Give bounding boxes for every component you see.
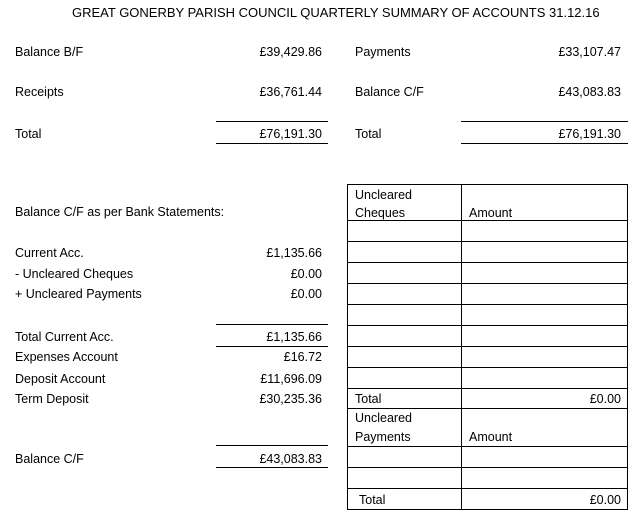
cheques-header-line2: Cheques [355,206,406,220]
total-value-left: £76,191.30 [259,127,322,141]
expenses-value: £16.72 [283,350,322,364]
total-value-right: £76,191.30 [558,127,621,141]
table-row-divider [348,346,627,347]
cheques-total-value: £0.00 [589,392,621,406]
balance-cf-value-bottom: £43,083.83 [259,452,322,466]
table-row-divider [348,220,627,221]
payments-label: Payments [355,45,411,59]
total-current-label: Total Current Acc. [15,330,114,344]
table-row-divider [348,467,627,468]
total-current-underline [216,346,328,347]
uncleared-cheques-value: £0.00 [290,267,322,281]
balance-cf-underline [216,467,328,468]
expenses-label: Expenses Account [15,350,118,364]
payments-header-line1: Uncleared [355,411,412,425]
deposit-value: £11,696.09 [260,372,322,386]
total-label-left: Total [15,127,42,141]
receipts-value: £36,761.44 [259,85,322,99]
uncleared-payments-value: £0.00 [290,287,322,301]
payments-total-label: Total [359,493,386,507]
balance-cf-label-bottom: Balance C/F [15,452,84,466]
table-row-divider [348,388,627,389]
balance-cf-label-top: Balance C/F [355,85,424,99]
cheques-header-line1: Uncleared [355,188,412,202]
total-rule-right [461,121,628,122]
term-label: Term Deposit [15,392,89,406]
balance-bf-value: £39,429.86 [259,45,322,59]
table-row-divider [348,367,627,368]
table-column-divider [461,185,462,509]
table-row-divider [348,304,627,305]
receipts-label: Receipts [15,85,64,99]
uncleared-cheques-label: - Uncleared Cheques [15,267,134,281]
term-value: £30,235.36 [259,392,322,406]
table-row-divider [348,325,627,326]
payments-amount-header: Amount [469,430,513,444]
payments-header-line2: Payments [355,430,411,444]
total-label-right: Total [355,127,382,141]
payments-value: £33,107.47 [558,45,621,59]
cheques-amount-header: Amount [469,206,513,220]
balance-cf-rule [216,445,328,446]
total-underline-right [461,143,628,144]
total-underline-left [216,143,328,144]
table-row-divider [348,241,627,242]
page-title: GREAT GONERBY PARISH COUNCIL QUARTERLY SUMMARY OF ACCOUNTS 31.12.16 [72,5,600,20]
cheques-total-label: Total [355,392,382,406]
current-acc-label: Current Acc. [15,246,84,260]
uncleared-payments-label: + Uncleared Payments [15,287,142,301]
payments-total-value: £0.00 [589,493,621,507]
bank-heading: Balance C/F as per Bank Statements: [15,205,225,219]
balance-bf-label: Balance B/F [15,45,84,59]
total-current-value: £1,135.66 [266,330,322,344]
table-row-divider [348,446,627,447]
current-acc-value: £1,135.66 [266,246,322,260]
deposit-label: Deposit Account [15,372,106,386]
table-row-divider [348,488,627,489]
table-row-divider [348,283,627,284]
uncleared-table [347,184,628,510]
total-current-rule [216,324,328,325]
total-rule-left [216,121,328,122]
table-row-divider [348,262,627,263]
balance-cf-value-top: £43,083.83 [558,85,621,99]
